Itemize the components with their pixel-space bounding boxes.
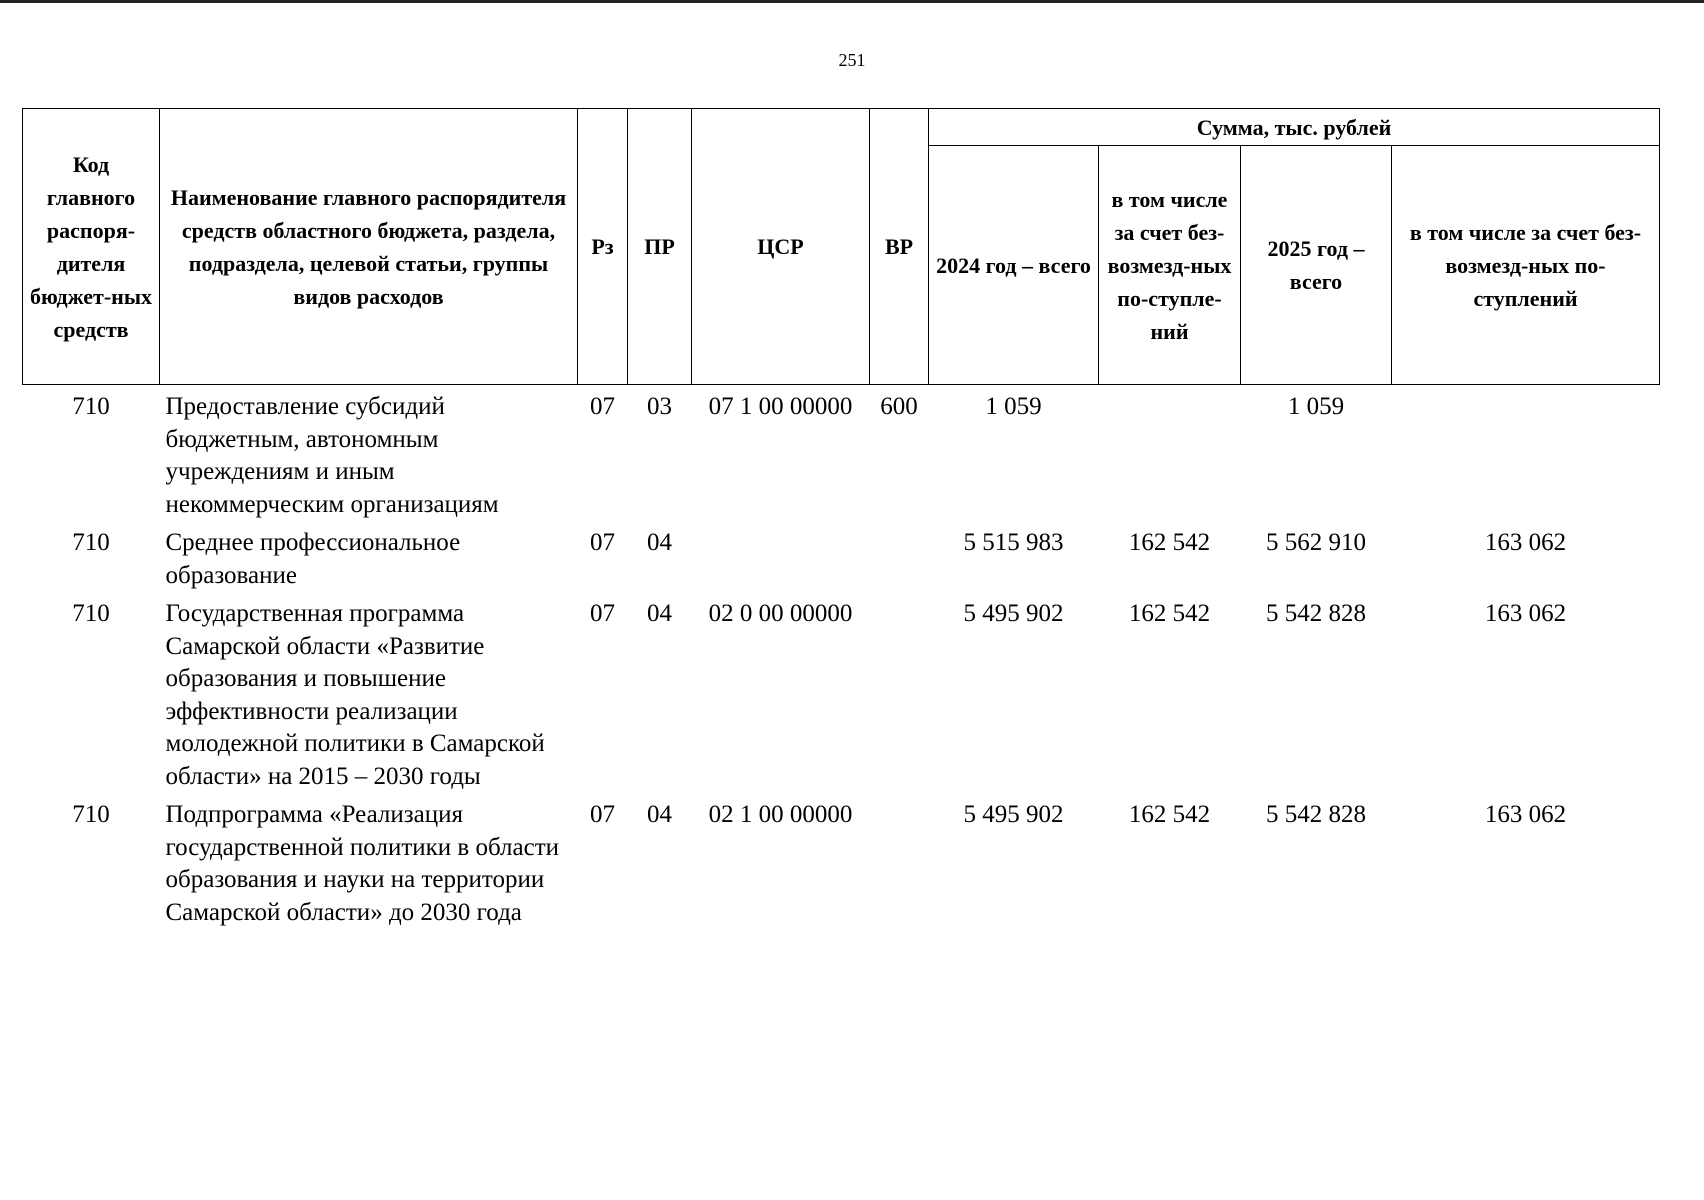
header-name: Наименование главного распорядителя средств областного бюджета, раздела, подраздела, целевой статьи, группы видов расходов: [160, 109, 578, 385]
cell-name: Среднее профессиональное образование: [165, 529, 461, 589]
cell-2024-total: 5 495 902: [963, 801, 1064, 828]
cell-2024-free: [1099, 385, 1241, 522]
header-rz: Рз: [578, 109, 628, 385]
cell-code: 710: [72, 529, 110, 556]
cell-pr: 03: [647, 393, 672, 420]
cell-2025-total: 1 059: [1287, 393, 1345, 420]
cell-name: Предоставление субсидий бюджетным, автономным учреждениям и иным некоммерческим организациям: [165, 393, 499, 518]
page-number: 251: [838, 50, 866, 70]
header-code: Код главного распоря-дителя бюджет-ных средств: [23, 109, 160, 385]
cell-name: Подпрограмма «Реализация государственной политики в области образования и науки на территории Самарской области» до 2030 года: [165, 801, 560, 926]
cell-2025-total: 5 542 828: [1266, 801, 1366, 828]
cell-vr: [870, 521, 929, 592]
cell-pr: 04: [647, 801, 672, 828]
cell-code: 710: [72, 600, 110, 627]
cell-2024-free: 162 542: [1128, 801, 1211, 828]
header-pr: ПР: [628, 109, 692, 385]
cell-name: Государственная программа Самарской области «Развитие образования и повышение эффективности реализации молодежной политики в Самарской области» на 2015 – 2030 годы: [165, 600, 545, 790]
cell-vr: 600: [880, 393, 918, 420]
table-row: [23, 385, 1660, 522]
table-row: [23, 793, 1660, 929]
cell-code: 710: [72, 393, 110, 420]
header-2024-free: в том числе за счет без-возмезд-ных по-ступле-ний: [1099, 146, 1241, 385]
header-2025-free: в том числе за счет без-возмезд-ных по-ступлений: [1392, 146, 1660, 385]
header-2025-total: 2025 год – всего: [1241, 146, 1392, 385]
cell-2025-free: 163 062: [1484, 801, 1567, 828]
cell-rz: 07: [590, 393, 615, 420]
header-sum: Сумма, тыс. рублей: [929, 109, 1660, 146]
cell-2024-total: 5 515 983: [963, 529, 1064, 556]
header-2024-total: 2024 год – всего: [929, 146, 1099, 385]
cell-csr: 02 1 00 00000: [708, 801, 853, 828]
cell-pr: 04: [647, 529, 672, 556]
cell-2024-total: 1 059: [985, 393, 1042, 420]
header-csr: ЦСР: [692, 109, 870, 385]
cell-rz: 07: [590, 801, 615, 828]
cell-csr: [692, 521, 870, 592]
budget-table: [22, 108, 1660, 929]
cell-2025-free: 163 062: [1484, 600, 1567, 627]
cell-csr: 02 0 00 00000: [708, 600, 853, 627]
cell-rz: 07: [590, 529, 615, 556]
cell-2025-total: 5 562 910: [1266, 529, 1366, 556]
table-row: [23, 592, 1660, 793]
header-vr: ВР: [870, 109, 929, 385]
cell-2025-free: [1392, 385, 1660, 522]
cell-2024-free: 162 542: [1128, 529, 1211, 556]
header-row-top: [23, 109, 1660, 146]
top-rule: [0, 0, 1704, 3]
cell-code: 710: [72, 801, 110, 828]
cell-csr: 07 1 00 00000: [708, 393, 853, 420]
table-row: [23, 521, 1660, 592]
cell-rz: 07: [590, 600, 615, 627]
cell-2025-free: 163 062: [1484, 529, 1567, 556]
cell-2024-free: 162 542: [1128, 600, 1211, 627]
cell-2025-total: 5 542 828: [1266, 600, 1366, 627]
cell-vr: [870, 793, 929, 929]
cell-2024-total: 5 495 902: [963, 600, 1064, 627]
cell-pr: 04: [647, 600, 672, 627]
cell-vr: [870, 592, 929, 793]
